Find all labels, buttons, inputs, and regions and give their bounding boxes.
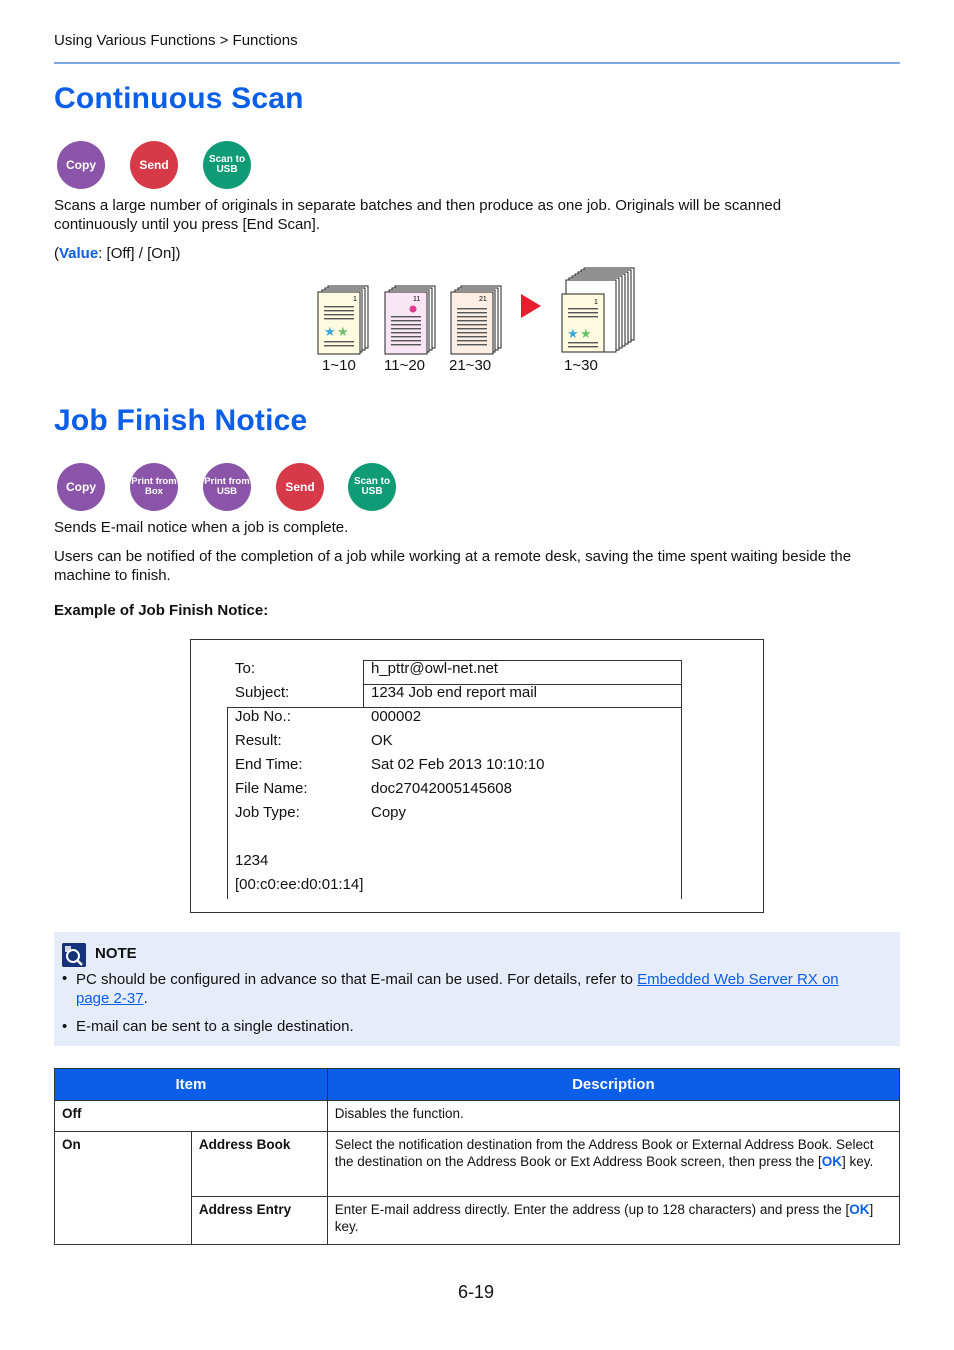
job-type-label: Job Type: <box>235 804 300 821</box>
value-line: (Value: [Off] / [On]) <box>54 245 181 262</box>
combined-label: 1~30 <box>564 357 598 374</box>
continuous-scan-description: Scans a large number of originals in separate batches and then produce as one job. Originals will be scanned continuously until you press [End Scan]. <box>54 197 782 233</box>
address-entry-description: Enter E-mail address directly. Enter the address (up to 128 characters) and press the [OK] key. <box>327 1197 899 1245</box>
off-description: Disables the function. <box>327 1101 899 1132</box>
to-label: To: <box>235 660 256 677</box>
header-divider <box>54 62 900 64</box>
file-name-value: doc27042005145608 <box>371 780 512 797</box>
embedded-web-server-link[interactable]: Embedded Web Server RX on <box>637 971 839 988</box>
job-finish-notice-title: Job Finish Notice <box>54 404 308 437</box>
arrow-icon <box>521 294 541 318</box>
batch-stack-1 <box>318 286 368 354</box>
page-2-37-link[interactable]: page 2-37 <box>76 990 144 1007</box>
table-row <box>55 1101 900 1132</box>
scan-to-usb-badge: Scan to USB <box>348 463 396 511</box>
batch-stack-3 <box>451 286 501 354</box>
print-from-box-badge: Print from Box <box>130 463 178 511</box>
continuous-scan-title: Continuous Scan <box>54 82 304 115</box>
example-label: Example of Job Finish Notice: <box>54 602 269 619</box>
result-value: OK <box>371 732 393 749</box>
batch-stack-2 <box>385 286 435 354</box>
svg-text:★: ★ <box>567 327 579 342</box>
job-finish-short-description: Sends E-mail notice when a job is complete. <box>54 519 349 536</box>
note-bullet-1: • PC should be configured in advance so that E-mail can be used. For details, refer to Embedded Web Server RX on page 2-37. <box>62 970 839 1007</box>
email-footer-id: 1234 <box>235 852 269 869</box>
note-bullet-2: • E-mail can be sent to a single destination. <box>62 1018 354 1035</box>
print-from-usb-badge: Print from USB <box>203 463 251 511</box>
note-title: NOTE <box>95 945 137 962</box>
page-number: 6-19 <box>458 1282 495 1302</box>
off-item: Off <box>55 1101 328 1132</box>
subject-value: 1234 Job end report mail <box>371 684 537 701</box>
file-name-label: File Name: <box>235 780 308 797</box>
continuous-scan-illustration <box>310 262 650 357</box>
on-item: On <box>55 1132 192 1245</box>
email-footer-mac: [00:c0:ee:d0:01:14] <box>235 876 364 893</box>
combined-stack <box>562 268 634 352</box>
to-value: h_pttr@owl-net.net <box>371 660 498 677</box>
job-no-label: Job No.: <box>235 708 291 725</box>
note-icon <box>62 943 86 967</box>
end-time-label: End Time: <box>235 756 303 773</box>
copy-badge: Copy <box>57 463 105 511</box>
batch-3-page-number: 21 <box>479 296 487 303</box>
table-row <box>55 1132 900 1197</box>
header-item: Item <box>55 1069 328 1101</box>
subject-label: Subject: <box>235 684 290 701</box>
batch-1-page-number: 1 <box>353 296 357 303</box>
address-book-item: Address Book <box>191 1132 327 1197</box>
job-no-value: 000002 <box>371 708 422 725</box>
body-left-border <box>227 707 228 899</box>
combined-page-number: 1 <box>594 299 598 306</box>
address-entry-item: Address Entry <box>191 1197 327 1245</box>
settings-table <box>54 1068 900 1245</box>
body-top-border <box>227 707 682 708</box>
svg-text:★: ★ <box>580 327 592 342</box>
job-finish-description: Users can be notified of the completion of a job while working at a remote desk, saving the time spent waiting beside the machine to finish. <box>54 548 852 584</box>
batch-2-label: 11~20 <box>384 357 426 374</box>
batch-2-page-number: 11 <box>413 296 421 303</box>
breadcrumb: Using Various Functions > Functions <box>54 32 298 49</box>
batch-3-label: 21~30 <box>449 357 492 374</box>
scan-to-usb-badge: Scan to USB <box>203 141 251 189</box>
batch-1-label: 1~10 <box>322 357 356 374</box>
result-label: Result: <box>235 732 282 749</box>
end-time-value: Sat 02 Feb 2013 10:10:10 <box>371 756 545 773</box>
send-badge: Send <box>130 141 178 189</box>
address-book-description: Select the notification destination from the Address Book or External Address Book. Select the destination on the Address Book or Ext Address Book screen, then press the [OK] key. <box>327 1132 899 1197</box>
body-right-border <box>681 707 682 899</box>
copy-badge: Copy <box>57 141 105 189</box>
table-header-row <box>55 1069 900 1101</box>
svg-text:★: ★ <box>337 325 349 340</box>
send-badge: Send <box>276 463 324 511</box>
svg-text:★: ★ <box>324 325 336 340</box>
header-description: Description <box>327 1069 899 1101</box>
job-type-value: Copy <box>371 804 407 821</box>
